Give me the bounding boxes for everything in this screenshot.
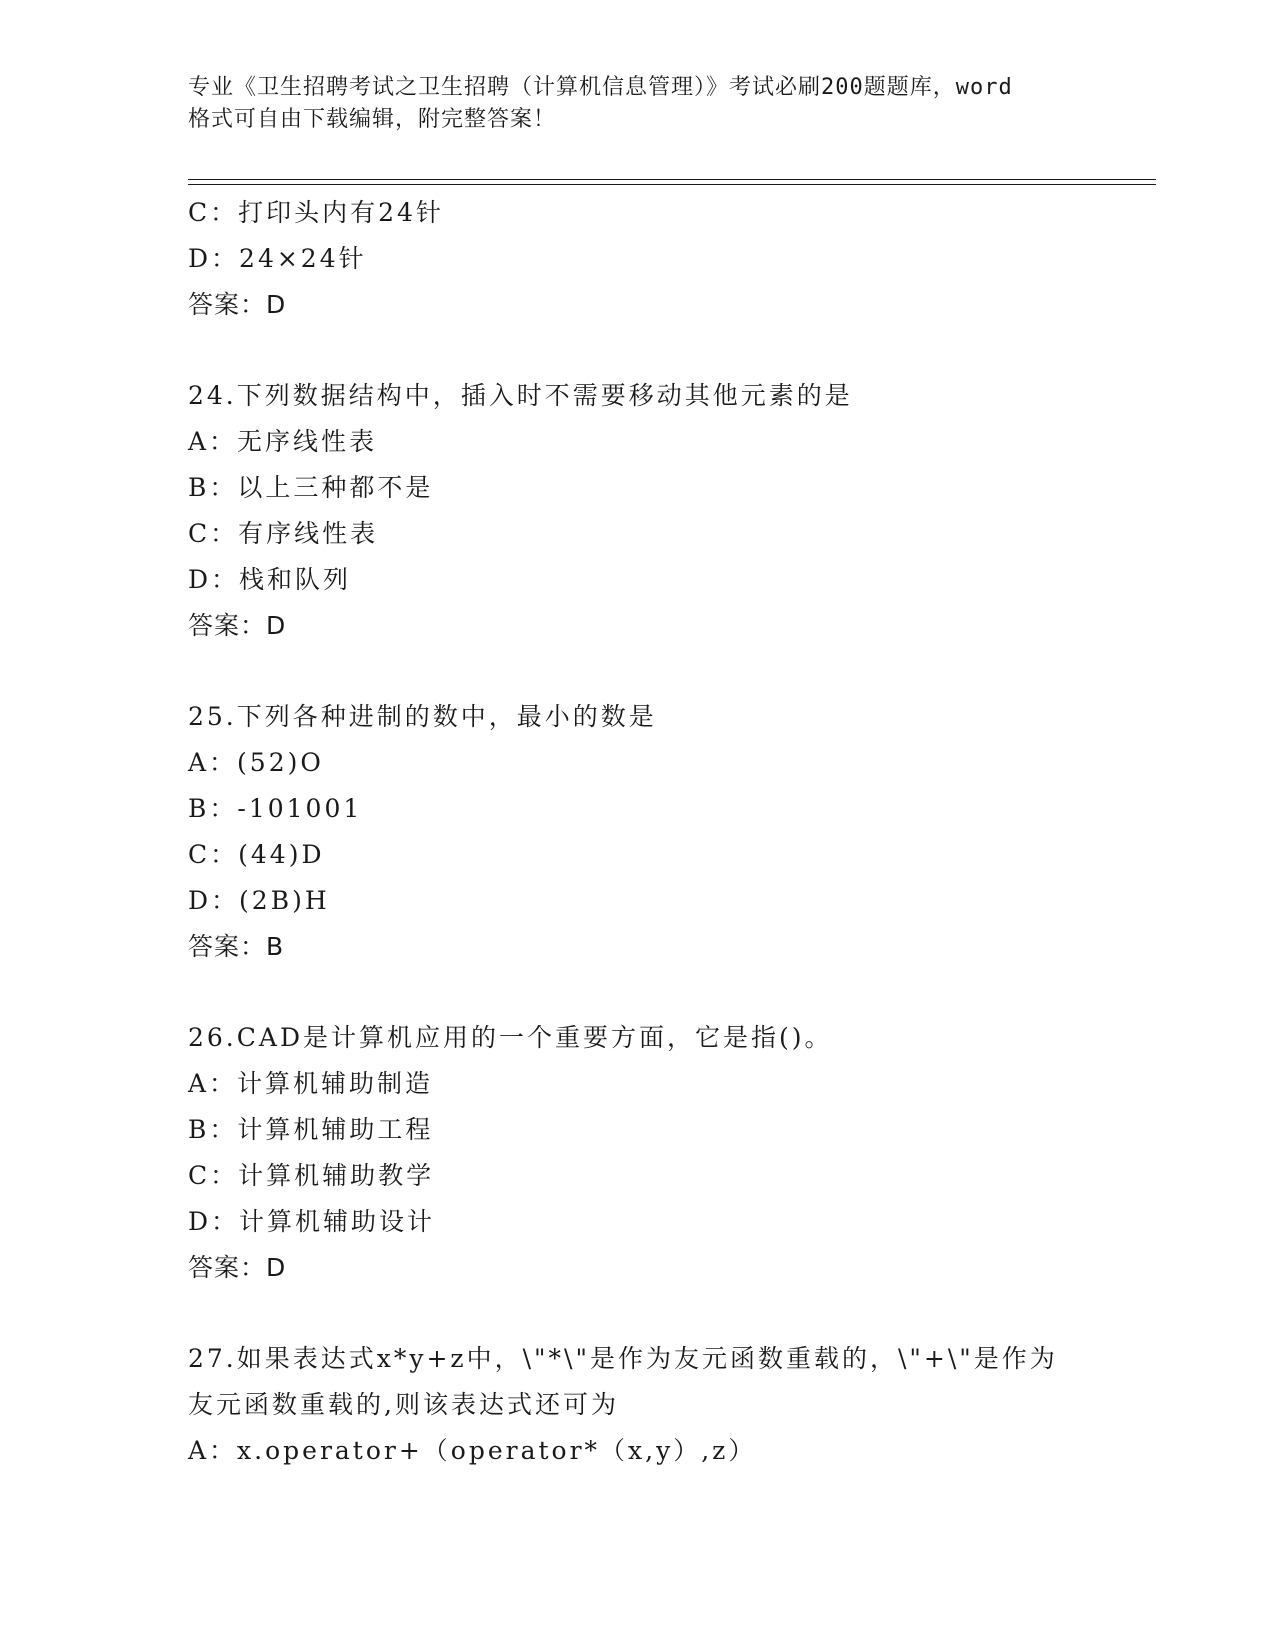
option-b: B：-101001	[188, 794, 363, 823]
question-stem-line-1: 27.如果表达式x*y+z中，\"*\"是作为友元函数重载的，\"+\"是作为	[188, 1344, 1058, 1373]
option-c: C：有序线性表	[188, 519, 379, 548]
header-line-1: 专业《卫生招聘考试之卫生招聘（计算机信息管理）》考试必刷200题题库，word	[188, 75, 1013, 100]
question-stem: 24.下列数据结构中，插入时不需要移动其他元素的是	[188, 381, 853, 410]
spacer	[188, 649, 1088, 694]
header-divider-bottom	[188, 184, 1156, 185]
option-b: B：计算机辅助工程	[188, 1115, 434, 1144]
spacer	[188, 1291, 1088, 1336]
question-25	[188, 694, 1088, 970]
option-c: C：打印头内有24针	[188, 198, 444, 227]
answer-line: 答案：D	[188, 1253, 287, 1282]
option-d: D：(2B)H	[188, 886, 330, 915]
option-d: D：计算机辅助设计	[188, 1207, 436, 1236]
question-stem: 25.下列各种进制的数中，最小的数是	[188, 702, 657, 731]
option-a: A：x.operator+（operator*（x,y）,z）	[188, 1436, 757, 1465]
option-a: A：无序线性表	[188, 427, 378, 456]
question-24	[188, 373, 1088, 649]
option-b: B：以上三种都不是	[188, 473, 434, 502]
header-divider-top	[188, 179, 1156, 180]
option-c: C：计算机辅助教学	[188, 1161, 435, 1190]
header-line-2: 格式可自由下载编辑，附完整答案！	[188, 107, 557, 132]
question-list	[188, 190, 1088, 1474]
question-26	[188, 1015, 1088, 1291]
option-d: D：栈和队列	[188, 565, 352, 594]
option-a: A：计算机辅助制造	[188, 1069, 434, 1098]
answer-line: 答案：D	[188, 290, 287, 319]
question-27	[188, 1336, 1088, 1474]
question-stem: 26.CAD是计算机应用的一个重要方面，它是指()。	[188, 1023, 833, 1052]
spacer	[188, 970, 1088, 1015]
answer-line: 答案：D	[188, 611, 287, 640]
option-c: C：(44)D	[188, 840, 325, 869]
option-d: D：24×24针	[188, 244, 367, 273]
spacer	[188, 328, 1088, 373]
question-23	[188, 190, 1088, 328]
answer-line: 答案：B	[188, 932, 285, 961]
document-header	[188, 72, 1088, 136]
question-stem-line-2: 友元函数重载的,则该表达式还可为	[188, 1390, 619, 1419]
option-a: A：(52)O	[188, 748, 324, 777]
